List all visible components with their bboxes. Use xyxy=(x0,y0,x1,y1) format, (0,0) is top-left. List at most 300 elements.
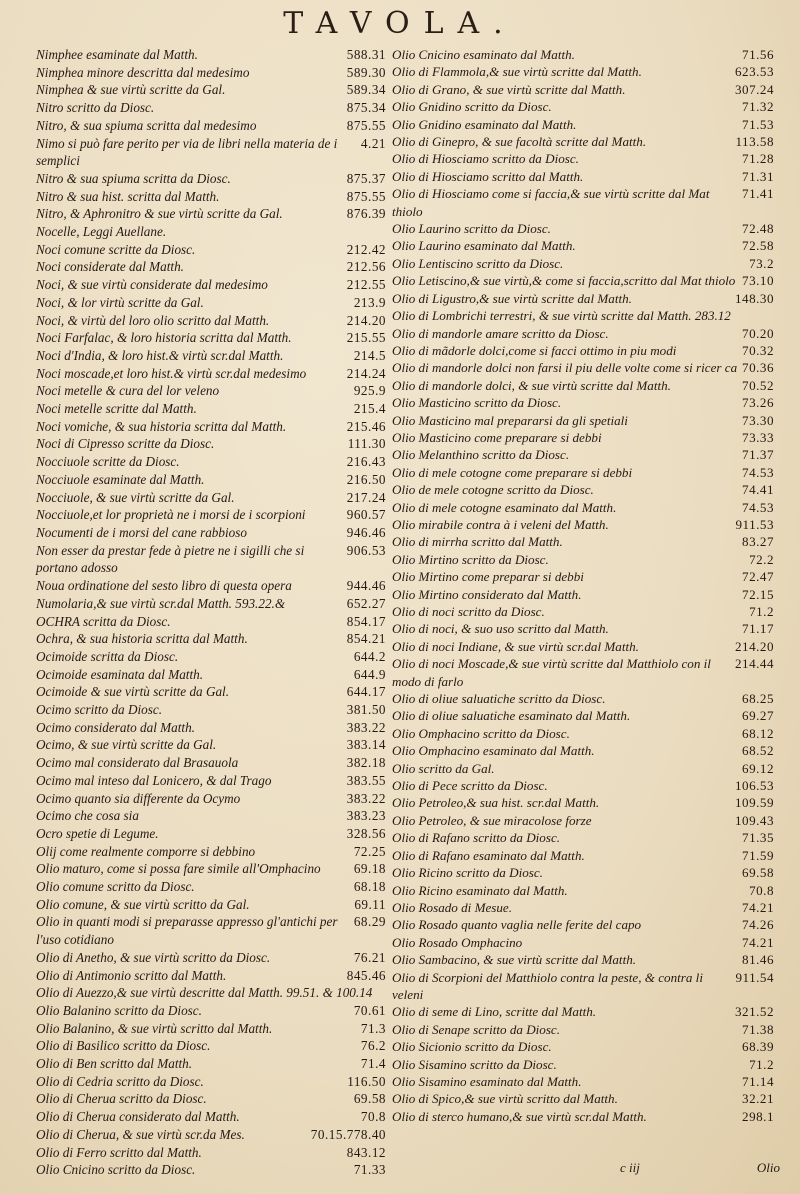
entry-reference: 72.15 xyxy=(742,586,774,602)
page-title: TAVOLA. xyxy=(283,6,517,41)
entry-reference: 71.38 xyxy=(742,1021,774,1037)
entry-reference: 74.21 xyxy=(742,899,774,915)
entry-reference: 148.30 xyxy=(734,290,774,306)
entry-text: Olio Omphacino esaminato dal Matth. xyxy=(392,743,595,759)
entry-text: Nitro scritto da Diosc. xyxy=(36,100,155,116)
index-entry xyxy=(392,359,774,376)
index-entry xyxy=(36,772,386,790)
entry-reference: 74.53 xyxy=(742,499,774,515)
index-entry xyxy=(36,630,386,648)
entry-text: Olio di Senape scritto da Diosc. xyxy=(392,1021,561,1037)
index-entry xyxy=(392,707,774,724)
entry-reference: 68.29 xyxy=(353,914,386,930)
index-entry xyxy=(392,412,774,429)
entry-reference: 214.5 xyxy=(353,347,386,363)
entry-text: Olio Sisamino scritto da Diosc. xyxy=(392,1056,557,1072)
entry-reference: 71.31 xyxy=(742,168,774,184)
index-entry xyxy=(36,117,386,135)
entry-text: Olio di seme di Lino, scritte dal Matth. xyxy=(392,1004,597,1020)
entry-reference: 72.58 xyxy=(742,238,774,254)
entry-text: Ocimo considerato dal Matth. xyxy=(36,719,195,735)
entry-text: Olio Melanthino scritto da Diosc. xyxy=(392,447,570,463)
entry-text: Ocimo che cosa sia xyxy=(36,808,139,824)
entry-text: Olio di Cherua scritto da Diosc. xyxy=(36,1091,207,1107)
entry-text: Olio in quanti modi si preparasse appresso gl'antichi per l'uso cotidiano xyxy=(36,914,338,948)
entry-reference: 69.27 xyxy=(742,708,774,724)
index-entry xyxy=(392,620,774,637)
entry-reference: 68.39 xyxy=(742,1039,774,1055)
signature-mark: c iij xyxy=(620,1160,640,1175)
entry-text: Olio di Anetho, & sue virtù scritto da Diosc. xyxy=(36,949,271,965)
index-entry xyxy=(36,719,386,737)
index-entry xyxy=(392,1056,774,1073)
entry-text: Numolaria,& sue virtù scr.dal Matth. 593.22.& xyxy=(36,595,286,611)
index-entry xyxy=(36,754,386,772)
index-entry xyxy=(392,742,774,759)
entry-text: Olio comune, & sue virtù scritto da Gal. xyxy=(36,896,250,912)
entry-reference: 911.53 xyxy=(735,516,774,532)
index-entry xyxy=(36,400,386,418)
index-entry xyxy=(392,1003,774,1020)
entry-reference: 321.52 xyxy=(734,1004,774,1020)
index-entry xyxy=(392,516,774,533)
index-entry xyxy=(392,847,774,864)
entry-text: Olio Rosado di Mesue. xyxy=(392,899,513,915)
entry-reference: 623.53 xyxy=(734,64,774,80)
index-entry xyxy=(392,603,774,620)
entry-reference: 875.37 xyxy=(346,170,386,186)
index-entry xyxy=(36,471,386,489)
entry-reference: 383.23 xyxy=(346,808,386,824)
entry-text: Nimphea & sue virtù scritte da Gal. xyxy=(36,82,226,98)
index-entry xyxy=(36,1020,386,1038)
entry-reference: 116.50 xyxy=(347,1073,386,1089)
entry-reference: 217.24 xyxy=(346,489,386,505)
index-entry xyxy=(36,984,386,1002)
entry-text: Olio Gnidino scritto da Diosc. xyxy=(392,99,552,115)
index-entry xyxy=(392,899,774,916)
index-entry xyxy=(392,98,774,115)
entry-text: Olio di Hiosciamo scritto dal Matth. xyxy=(392,168,584,184)
entry-text: Non esser da prestar fede à pietre ne i sigilli che si portano adosso xyxy=(36,542,305,576)
index-entry xyxy=(392,46,774,63)
entry-text: Olio di oliue saluatiche esaminato dal Matth. xyxy=(392,708,631,724)
index-entry xyxy=(392,725,774,742)
index-entry xyxy=(392,864,774,881)
entry-text: Olio Petroleo, & sue miracolose forze xyxy=(392,812,592,828)
entry-reference: 72.48 xyxy=(742,221,774,237)
entry-text: Noci, & virtù del loro olio scritto dal Matth. xyxy=(36,312,270,328)
index-entry xyxy=(392,272,774,289)
page-footer xyxy=(620,1160,780,1176)
entry-text: Noci, & lor virtù scritte da Gal. xyxy=(36,294,204,310)
entry-text: Olio Mirtino considerato dal Matth. xyxy=(392,586,582,602)
index-entry xyxy=(392,429,774,446)
index-entry xyxy=(392,568,774,585)
entry-reference: 875.34 xyxy=(346,100,386,116)
entry-text: Olio Cnicino esaminato dal Matth. xyxy=(392,47,575,62)
entry-text: Olio di noci Moscade,& sue virtù scritte dal Matthiolo con il modo di farlo xyxy=(392,656,711,689)
entry-reference: 68.25 xyxy=(742,691,774,707)
entry-text: Olio Sicionio scritto da Diosc. xyxy=(392,1039,552,1055)
entry-reference: 69.58 xyxy=(742,865,774,881)
entry-text: Ocimoide esaminata dal Matth. xyxy=(36,666,204,682)
index-entry xyxy=(392,342,774,359)
entry-text: Ocimo, & sue virtù scritte da Gal. xyxy=(36,737,217,753)
entry-text: Nitro & sua hist. scritta dal Matth. xyxy=(36,188,220,204)
entry-text: Olio di oliue saluatiche scritto da Diosc. xyxy=(392,691,606,707)
index-entry xyxy=(392,655,774,690)
entry-text: Olio di mirrha scritto dal Matth. xyxy=(392,534,563,550)
index-entry xyxy=(36,135,386,170)
entry-reference: 71.53 xyxy=(742,116,774,132)
entry-reference: 69.11 xyxy=(354,896,386,912)
index-entry xyxy=(392,307,774,324)
entry-text: Olij come realmente comporre si debbino xyxy=(36,843,256,859)
entry-text: Olio di mandorle dolci non farsi il piu delle volte come si ricer ca xyxy=(392,360,738,376)
index-entry xyxy=(36,683,386,701)
index-entry xyxy=(392,934,774,951)
entry-text: Olio Rosado quanto vaglia nelle ferite del capo xyxy=(392,917,642,933)
entry-reference: 71.4 xyxy=(360,1056,386,1072)
entry-reference: 71.3 xyxy=(360,1020,386,1036)
entry-reference: 875.55 xyxy=(346,188,386,204)
index-entry xyxy=(392,916,774,933)
entry-reference: 71.28 xyxy=(742,151,774,167)
entry-reference: 944.46 xyxy=(346,578,386,594)
entry-reference: 71.37 xyxy=(742,447,774,463)
index-entry xyxy=(392,1108,774,1125)
index-entry xyxy=(36,435,386,453)
entry-text: Olio di Ginepro, & sue facoltà scritte dal Matth. xyxy=(392,134,647,150)
index-entry xyxy=(392,1038,774,1055)
entry-text: Olio di Cedria scritto da Diosc. xyxy=(36,1073,204,1089)
entry-reference: 109.43 xyxy=(734,812,774,828)
entry-reference: 68.52 xyxy=(742,743,774,759)
entry-reference: 215.55 xyxy=(346,330,386,346)
entry-reference: 113.58 xyxy=(735,134,774,150)
index-entry xyxy=(36,860,386,878)
entry-reference: 74.21 xyxy=(742,934,774,950)
index-entry xyxy=(36,241,386,259)
index-entry xyxy=(36,878,386,896)
entry-text: Olio di mandorle amare scritto da Diosc. xyxy=(392,325,609,341)
entry-reference: 212.42 xyxy=(346,241,386,257)
index-entry xyxy=(392,464,774,481)
index-entry xyxy=(392,1073,774,1090)
entry-reference: 382.18 xyxy=(346,755,386,771)
index-entry xyxy=(392,325,774,342)
entry-reference: 69.58 xyxy=(353,1091,386,1107)
right-column xyxy=(392,46,774,1125)
index-entry xyxy=(392,690,774,707)
entry-text: Olio Masticino mal prepararsi da gli spetiali xyxy=(392,412,628,428)
index-entry xyxy=(36,843,386,861)
entry-reference: 383.22 xyxy=(346,790,386,806)
entry-reference: 71.33 xyxy=(353,1162,386,1178)
index-entry xyxy=(392,255,774,272)
index-entry xyxy=(36,949,386,967)
index-entry xyxy=(392,1021,774,1038)
entry-reference: 71.56 xyxy=(742,47,774,62)
entry-text: Olio Mirtino scritto da Diosc. xyxy=(392,551,549,567)
entry-reference: 32.21 xyxy=(742,1091,774,1107)
entry-text: Olio di noci, & suo uso scritto dal Matth. xyxy=(392,621,609,637)
entry-text: Olio di mele cotogne esaminato dal Matth. xyxy=(392,499,617,515)
entry-reference: 215.46 xyxy=(346,418,386,434)
index-entry xyxy=(392,377,774,394)
index-entry xyxy=(392,150,774,167)
entry-text: Olio mirabile contra à i veleni del Matth. xyxy=(392,516,609,532)
entry-text: Olio di Auezzo,& sue virtù descritte dal Matth. 99.51. & 100.14 xyxy=(36,985,373,1001)
index-entry xyxy=(392,499,774,516)
entry-reference: 73.33 xyxy=(742,429,774,445)
entry-text: Olio Laurino esaminato dal Matth. xyxy=(392,238,576,254)
entry-reference: 70.61 xyxy=(353,1002,386,1018)
entry-reference: 71.32 xyxy=(742,99,774,115)
entry-reference: 216.43 xyxy=(346,454,386,470)
entry-reference: 212.56 xyxy=(346,259,386,275)
index-entry xyxy=(36,595,386,613)
entry-text: Olio di Grano, & sue virtù scritte dal Matth. xyxy=(392,81,626,97)
index-entry xyxy=(36,223,386,241)
entry-reference: 214.20 xyxy=(734,638,774,654)
entry-reference: 70.52 xyxy=(742,377,774,393)
index-entry xyxy=(36,1073,386,1091)
entry-reference: 71.2 xyxy=(749,1056,774,1072)
entry-text: Nocciuole, & sue virtù scritte da Gal. xyxy=(36,489,235,505)
entry-text: Olio di Hiosciamo scritto da Diosc. xyxy=(392,151,579,167)
entry-reference: 214.44 xyxy=(734,656,774,672)
entry-reference: 214.24 xyxy=(346,365,386,381)
index-entry xyxy=(36,258,386,276)
index-entry xyxy=(36,577,386,595)
entry-reference: 70.20 xyxy=(742,325,774,341)
entry-text: Olio Petroleo,& sua hist. scr.dal Matth. xyxy=(392,795,600,811)
entry-reference: 960.57 xyxy=(346,507,386,523)
entry-text: Olio di mandorle dolci, & sue virtù scritte dal Matth. xyxy=(392,377,671,393)
entry-reference: 73.30 xyxy=(742,412,774,428)
entry-reference: 70.32 xyxy=(742,342,774,358)
entry-text: OCHRA scritta da Diosc. xyxy=(36,613,171,629)
entry-reference: 71.59 xyxy=(742,847,774,863)
index-entry xyxy=(392,63,774,80)
entry-reference: 589.30 xyxy=(346,64,386,80)
entry-text: Ocro spetie di Legume. xyxy=(36,825,159,841)
index-entry xyxy=(36,46,386,64)
index-entry xyxy=(36,329,386,347)
index-entry xyxy=(36,825,386,843)
entry-text: Olio Cnicino scritto da Diosc. xyxy=(36,1162,196,1178)
entry-reference: 72.47 xyxy=(742,569,774,585)
index-entry xyxy=(36,347,386,365)
entry-reference: 589.34 xyxy=(346,82,386,98)
entry-text: Olio Mirtino come preparar si debbi xyxy=(392,569,584,585)
entry-reference: 213.9 xyxy=(353,294,386,310)
entry-text: Olio Masticino come preparare si debbi xyxy=(392,429,602,445)
entry-text: Olio Ricino scritto da Diosc. xyxy=(392,865,543,881)
entry-text: Ocimoide & sue virtù scritte da Gal. xyxy=(36,684,230,700)
entry-reference: 845.46 xyxy=(346,967,386,983)
entry-reference: 71.17 xyxy=(742,621,774,637)
entry-reference: 946.46 xyxy=(346,524,386,540)
entry-text: Olio di Ferro scritto dal Matth. xyxy=(36,1144,202,1160)
entry-text: Olio Lentiscino scritto da Diosc. xyxy=(392,255,564,271)
entry-reference: 69.18 xyxy=(353,861,386,877)
entry-reference: 215.4 xyxy=(353,401,386,417)
index-entry xyxy=(36,1037,386,1055)
entry-text: Olio di Ben scritto dal Matth. xyxy=(36,1056,193,1072)
index-entry xyxy=(392,777,774,794)
entry-text: Noci vomiche, & sua historia scritta dal Matth. xyxy=(36,418,287,434)
entry-text: Olio Rosado Omphacino xyxy=(392,934,523,950)
entry-text: Noci Farfalac, & loro historia scritta dal Matth. xyxy=(36,330,292,346)
entry-reference: 906.53 xyxy=(346,542,386,558)
index-entry xyxy=(392,290,774,307)
catchword: Olio xyxy=(756,1160,780,1175)
entry-text: Noci d'India, & loro hist.& virtù scr.dal Matth. xyxy=(36,347,284,363)
entry-reference: 644.9 xyxy=(353,666,386,682)
entry-text: Olio di noci Indiane, & sue virtù scr.dal Matth. xyxy=(392,638,639,654)
entry-reference: 83.27 xyxy=(742,534,774,550)
entry-reference: 81.46 xyxy=(742,952,774,968)
index-entry xyxy=(392,394,774,411)
entry-reference: 70.36 xyxy=(742,360,774,376)
entry-text: Nocciuole esaminate dal Matth. xyxy=(36,471,205,487)
entry-reference: 644.2 xyxy=(353,648,386,664)
index-entry xyxy=(392,882,774,899)
index-entry xyxy=(36,1108,386,1126)
entry-text: Olio Masticino scritto da Diosc. xyxy=(392,395,562,411)
index-entry xyxy=(36,967,386,985)
index-entry xyxy=(36,666,386,684)
entry-reference: 212.55 xyxy=(346,277,386,293)
entry-reference: 71.14 xyxy=(742,1073,774,1089)
index-entry xyxy=(36,382,386,400)
index-entry xyxy=(36,312,386,330)
entry-text: Olio di Rafano scritto da Diosc. xyxy=(392,830,561,846)
entry-text: Olio di Hiosciamo come si faccia,& sue virtù scritte dal Mat thiolo xyxy=(392,186,710,219)
entry-text: Olio di sterco humano,& sue virtù scr.dal Matth. xyxy=(392,1108,647,1124)
entry-reference: 876.39 xyxy=(346,206,386,222)
index-entry xyxy=(392,81,774,98)
index-entry xyxy=(36,170,386,188)
entry-reference: 109.59 xyxy=(734,795,774,811)
index-entry xyxy=(392,116,774,133)
index-entry xyxy=(392,237,774,254)
index-entry xyxy=(36,913,386,948)
entry-text: Ochra, & sua historia scritta dal Matth. xyxy=(36,631,248,647)
entry-reference: 854.21 xyxy=(346,631,386,647)
entry-text: Olio de mele cotogne scritto da Diosc. xyxy=(392,482,594,498)
entry-text: Olio di mãdorle dolci,come si facci ottimo in piu modi xyxy=(392,342,677,358)
entry-text: Noci moscade,et loro hist.& virtù scr.dal medesimo xyxy=(36,365,307,381)
index-entry xyxy=(392,829,774,846)
entry-text: Olio Balanino scritto da Diosc. xyxy=(36,1002,202,1018)
index-entry xyxy=(36,489,386,507)
entry-text: Noci considerate dal Matth. xyxy=(36,259,184,275)
index-entry xyxy=(392,760,774,777)
entry-reference: 74.41 xyxy=(742,482,774,498)
index-entry xyxy=(36,1126,386,1144)
index-entry xyxy=(36,524,386,542)
entry-text: Nocciuole scritte da Diosc. xyxy=(36,454,180,470)
entry-reference: 73.2 xyxy=(749,255,774,271)
index-entry xyxy=(36,542,386,577)
entry-text: Ocimoide scritta da Diosc. xyxy=(36,648,179,664)
index-entry xyxy=(36,453,386,471)
index-entry xyxy=(36,807,386,825)
index-entry xyxy=(392,638,774,655)
entry-text: Olio Gnidino esaminato dal Matth. xyxy=(392,116,577,132)
index-entry xyxy=(392,185,774,220)
entry-reference: 72.2 xyxy=(749,551,774,567)
entry-text: Olio Laurino scritto da Diosc. xyxy=(392,221,551,237)
entry-reference: 68.12 xyxy=(742,725,774,741)
index-entry xyxy=(36,1144,386,1162)
index-entry xyxy=(36,701,386,719)
entry-text: Nocciuole,et lor proprietà ne i morsi de i scorpioni xyxy=(36,507,306,523)
left-column xyxy=(36,46,386,1179)
index-entry xyxy=(36,648,386,666)
entry-text: Olio di Lombrichi terrestri, & sue virtù scritte dal Matth. 283.12 xyxy=(392,308,731,324)
entry-reference: 71.2 xyxy=(749,604,774,619)
entry-reference: 307.24 xyxy=(734,81,774,97)
entry-reference: 588.31 xyxy=(346,47,386,62)
index-entry xyxy=(36,205,386,223)
index-entry xyxy=(392,168,774,185)
index-entry xyxy=(36,1002,386,1020)
entry-text: Olio comune scritto da Diosc. xyxy=(36,879,195,895)
entry-text: Ocimo mal inteso dal Lonicero, & dal Trago xyxy=(36,772,272,788)
index-entry xyxy=(36,736,386,754)
entry-reference: 854.17 xyxy=(346,613,386,629)
entry-text: Olio di Pece scritto da Diosc. xyxy=(392,778,548,794)
entry-text: Olio di Basilico scritto da Diosc. xyxy=(36,1038,211,1054)
index-entry xyxy=(36,99,386,117)
entry-text: Olio scritto da Gal. xyxy=(392,760,495,776)
entry-text: Olio di mele cotogne come preparare si debbi xyxy=(392,464,633,480)
entry-text: Noci metelle scritte dal Matth. xyxy=(36,401,197,417)
entry-reference: 71.35 xyxy=(742,830,774,846)
entry-reference: 875.55 xyxy=(346,117,386,133)
entry-text: Olio Ricino esaminato dal Matth. xyxy=(392,882,568,898)
index-entry xyxy=(392,969,774,1004)
entry-text: Nimphea minore descritta dal medesimo xyxy=(36,64,250,80)
index-entry xyxy=(36,188,386,206)
entry-text: Nimphee esaminate dal Matth. xyxy=(36,47,198,62)
entry-text: Olio di Cherua, & sue virtù scr.da Mes. xyxy=(36,1126,245,1142)
index-entry xyxy=(392,1090,774,1107)
entry-reference: 68.18 xyxy=(353,879,386,895)
entry-reference: 216.50 xyxy=(346,471,386,487)
entry-text: Noci di Cipresso scritte da Diosc. xyxy=(36,436,215,452)
entry-reference: 74.53 xyxy=(742,464,774,480)
index-entry xyxy=(392,533,774,550)
entry-reference: 214.20 xyxy=(346,312,386,328)
entry-text: Olio di Rafano esaminato dal Matth. xyxy=(392,847,585,863)
entry-reference: 106.53 xyxy=(734,778,774,794)
entry-reference: 70.8 xyxy=(360,1109,386,1125)
entry-text: Olio di Scorpioni del Matthiolo contra la peste, & contra li veleni xyxy=(392,969,703,1002)
entry-text: Olio Letiscino,& sue virtù,& come si faccia,scritto dal Mat thiolo xyxy=(392,273,736,289)
entry-reference: 843.12 xyxy=(346,1144,386,1160)
entry-text: Noci, & sue virtù considerate dal medesimo xyxy=(36,277,268,293)
index-entry xyxy=(392,951,774,968)
entry-reference: 76.2 xyxy=(360,1038,386,1054)
entry-reference: 911.54 xyxy=(735,969,774,985)
entry-reference: 72.25 xyxy=(353,843,386,859)
